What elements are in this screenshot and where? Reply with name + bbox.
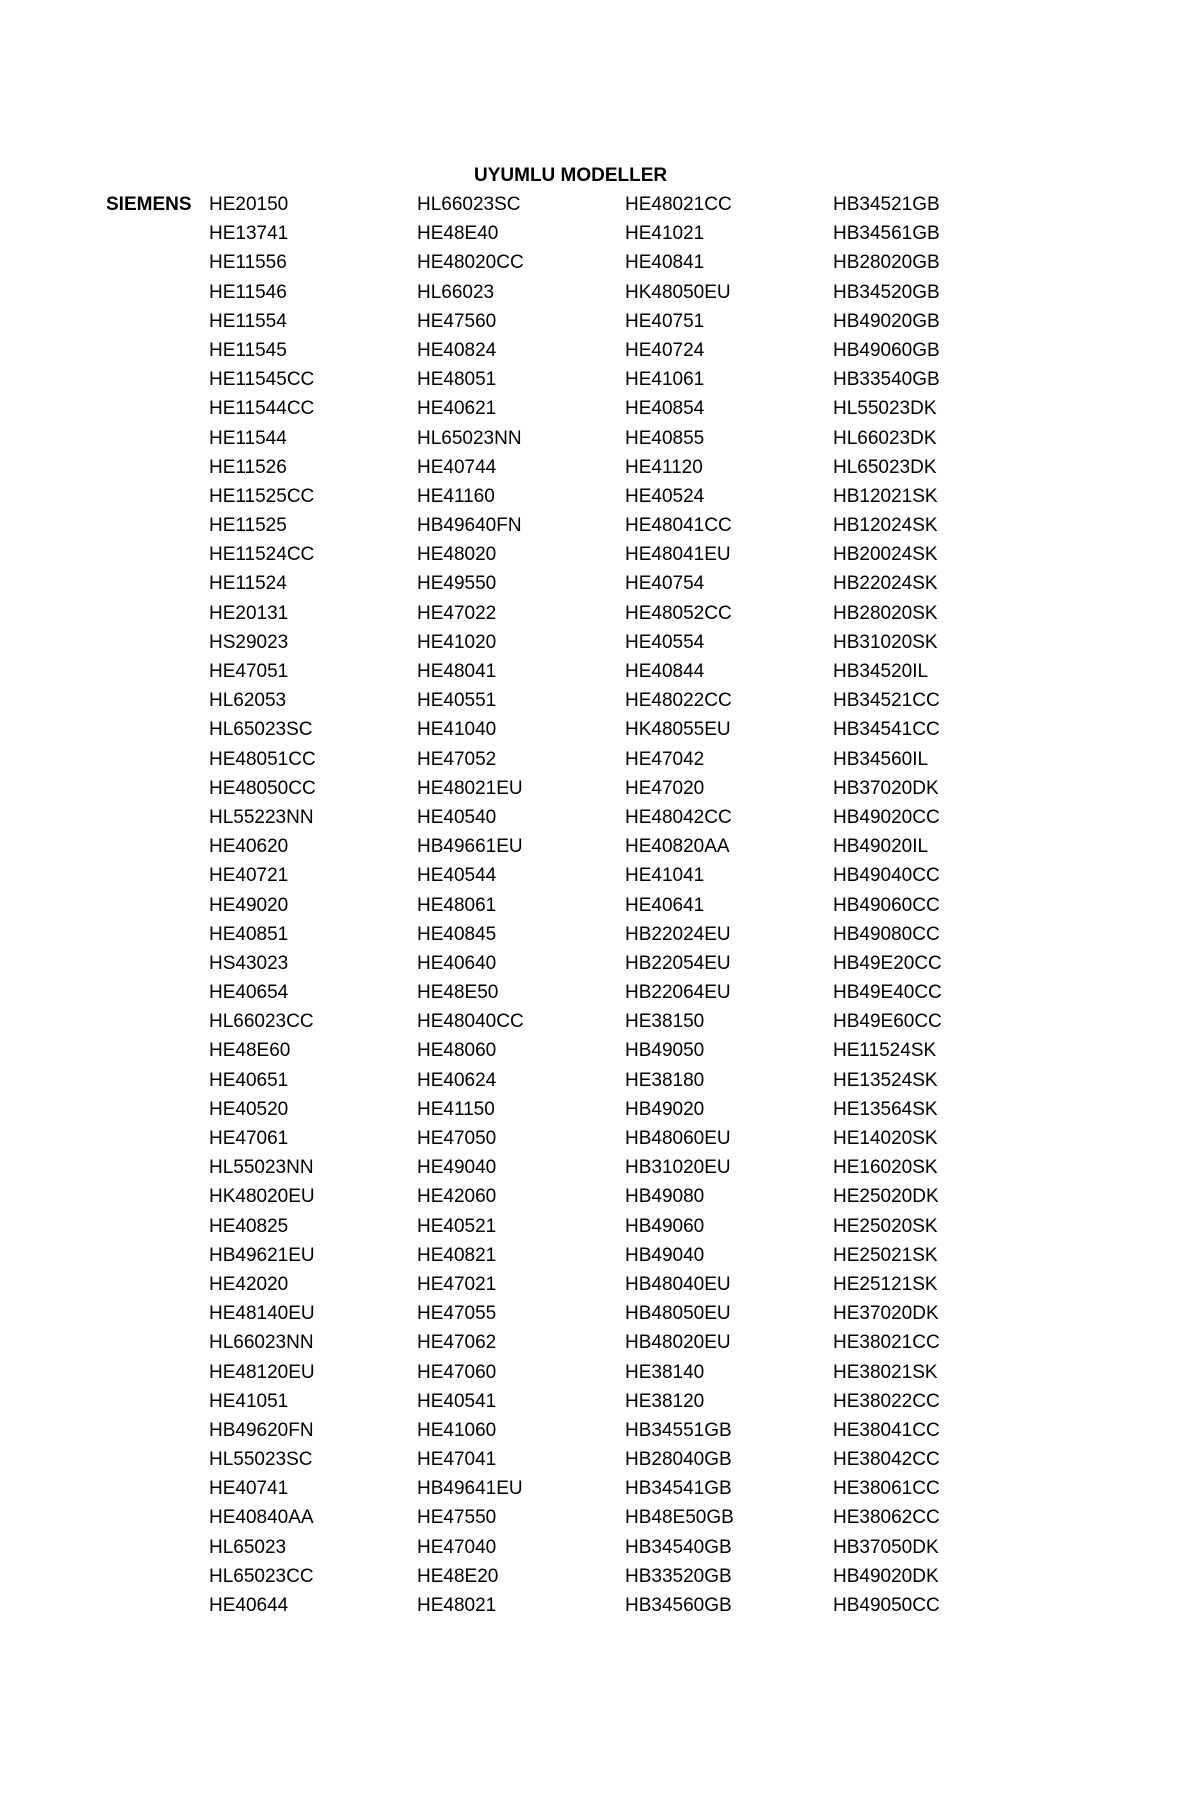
model-cell: HE40651 [209,1069,289,1091]
model-cell: HE48E40 [417,223,499,245]
model-cell: HE40845 [417,923,497,945]
model-cell: HB49620FN [209,1419,314,1441]
model-cell: HE48E20 [417,1565,499,1587]
model-cell: HB49060GB [833,339,940,361]
model-cell: HE48E50 [417,982,499,1004]
model-cell: HE42060 [417,1186,497,1208]
model-cell: HE40721 [209,865,289,887]
model-cell: HB37050DK [833,1536,939,1558]
model-cell: HB33520GB [625,1565,732,1587]
model-cell: HE11556 [209,252,287,274]
model-cell: HE40751 [625,310,705,332]
model-cell: HL66023NN [209,1332,314,1354]
model-cell: HE38180 [625,1069,705,1091]
model-cell: HE38062CC [833,1507,940,1529]
model-cell: HL55223NN [209,806,314,828]
model-cell: HB34520GB [833,281,940,303]
model-cell: HB12024SK [833,515,938,537]
model-cell: HB28040GB [625,1449,732,1471]
model-cell: HB33540GB [833,369,940,391]
model-cell: HE47041 [417,1449,497,1471]
model-cell: HE48051 [417,369,497,391]
model-cell: HE40620 [209,836,289,858]
model-cell: HE11524SK [833,1040,937,1062]
model-cell: HL66023SC [417,194,521,215]
model-cell: HB28020GB [833,252,940,274]
model-cell: HB37020DK [833,777,939,799]
model-cell: HE38021CC [833,1332,940,1354]
model-cell: HL66023DK [833,427,937,449]
model-cell: HE25121SK [833,1273,938,1295]
model-cell: HE40551 [417,690,497,712]
model-cell: HE11525CC [209,485,315,507]
model-cell: HE48041 [417,661,497,682]
model-cell: HB49020GB [833,310,940,332]
model-cell: HE48041CC [625,515,732,537]
model-cell: HE40644 [209,1595,289,1616]
model-cell: HE47055 [417,1303,497,1325]
model-cell: HE48042CC [625,806,732,828]
model-cell: HE40754 [625,573,705,595]
model-column-4 [833,193,1041,1623]
model-cell: HE13564SK [833,1098,938,1120]
model-table [209,193,1041,1623]
model-cell: HE48050CC [209,777,316,799]
model-cell: HL65023CC [209,1565,314,1587]
model-cell: HB34551GB [625,1419,732,1441]
model-cell: HB34521CC [833,690,940,712]
model-column-1 [209,193,417,1623]
model-cell: HL66023 [417,281,495,303]
model-cell: HB22064EU [625,982,731,1004]
model-cell: HK48050EU [625,281,731,303]
model-cell: HE40554 [625,631,705,653]
model-cell: HE47040 [417,1536,497,1558]
model-cell: HB49060CC [833,894,940,916]
model-cell: HE42020 [209,1273,289,1295]
model-cell: HK48055EU [625,719,731,741]
model-cell: HE41061 [625,369,705,391]
model-cell: HE40641 [625,894,705,916]
model-cell: HL65023NN [417,427,522,449]
model-cell: HL65023 [209,1536,287,1558]
model-cell: HE48052CC [625,602,732,624]
model-cell: HE48051CC [209,748,316,770]
model-cell: HL66023CC [209,1011,314,1033]
model-cell: HE41120 [625,456,703,478]
model-cell: HE49020 [209,894,289,916]
model-cell: HE11546 [209,281,287,303]
model-cell: HE47550 [417,1507,497,1529]
model-cell: HB34541GB [625,1478,732,1500]
model-cell: HB49020DK [833,1565,939,1587]
model-cell: HE25020SK [833,1215,938,1237]
model-cell: HE49550 [417,573,497,595]
model-cell: HE48022CC [625,690,732,712]
model-cell: HE11524CC [209,544,315,566]
model-cell: HE40744 [417,456,497,478]
model-cell: HE48041EU [625,544,731,566]
model-cell: HB49661EU [417,836,523,858]
model-cell: HE14020SK [833,1128,938,1149]
model-cell: HB34560GB [625,1595,732,1616]
model-cell: HE41021 [625,223,705,245]
model-cell: HE11545CC [209,369,315,391]
model-cell: HE25020DK [833,1186,939,1208]
model-cell: HS43023 [209,952,289,974]
model-cell: HE47052 [417,748,497,770]
model-cell: HE40654 [209,982,289,1004]
model-cell: HE13741 [209,223,289,245]
model-cell: HB34541CC [833,719,940,741]
model-cell: HL62053 [209,690,287,712]
model-cell: HE40521 [417,1215,497,1237]
model-cell: HB49020CC [833,806,940,828]
model-cell: HE40621 [417,398,497,420]
model-cell: HB49E20CC [833,952,942,974]
model-cell: HE40840AA [209,1507,314,1529]
model-cell: HS29023 [209,631,289,653]
model-cell: HB49641EU [417,1478,523,1500]
model-cell: HE47060 [417,1361,497,1383]
model-cell: HE40820AA [625,836,730,858]
model-cell: HL55023NN [209,1157,314,1179]
model-cell: HE20150 [209,194,289,215]
model-cell: HB34520IL [833,661,929,682]
model-cell: HE40824 [417,339,497,361]
model-cell: HE48020CC [417,252,524,274]
model-cell: HE25021SK [833,1244,938,1266]
model-cell: HB48060EU [625,1128,731,1149]
model-cell: HE48021 [417,1595,497,1616]
model-cell: HE47051 [209,661,289,682]
model-cell: HE41160 [417,485,495,507]
model-cell: HE38120 [625,1390,705,1412]
model-cell: HE40851 [209,923,289,945]
model-cell: HE40540 [417,806,497,828]
model-cell: HE48140EU [209,1303,315,1325]
model-cell: HE11544 [209,427,287,449]
model-cell: HB22024EU [625,923,731,945]
model-cell: HE41020 [417,631,497,653]
model-cell: HL65023SC [209,719,313,741]
model-column-2 [417,193,625,1623]
model-cell: HE40624 [417,1069,497,1091]
model-cell: HE48040CC [417,1011,524,1033]
model-cell: HE47560 [417,310,497,332]
model-cell: HB22054EU [625,952,731,974]
model-cell: HE38140 [625,1361,705,1383]
model-cell: HB31020SK [833,631,938,653]
model-cell: HE40640 [417,952,497,974]
model-cell: HE11525 [209,515,287,537]
model-cell: HE13524SK [833,1069,938,1091]
model-cell: HE48060 [417,1040,497,1062]
model-cell: HB12021SK [833,485,938,507]
model-cell: HE40724 [625,339,705,361]
model-cell: HE48061 [417,894,497,916]
model-cell: HB20024SK [833,544,938,566]
model-cell: HB48E50GB [625,1507,734,1529]
model-cell: HB34540GB [625,1536,732,1558]
model-cell: HE40821 [417,1244,497,1266]
model-column-3 [625,193,833,1623]
model-cell: HB49040CC [833,865,940,887]
model-cell: HB49020IL [833,836,929,858]
model-cell: HE40741 [209,1478,289,1500]
model-cell: HE48020 [417,544,497,566]
model-cell: HE40520 [209,1098,289,1120]
model-cell: HE40844 [625,661,705,682]
model-cell: HB34561GB [833,223,940,245]
model-cell: HB49E60CC [833,1011,942,1033]
model-cell: HB48040EU [625,1273,731,1295]
model-cell: HE48E60 [209,1040,291,1062]
model-cell: HE11544CC [209,398,315,420]
model-cell: HE40541 [417,1390,497,1412]
model-cell: HB28020SK [833,602,938,624]
model-cell: HB22024SK [833,573,938,595]
model-cell: HE47022 [417,602,497,624]
model-cell: HB49621EU [209,1244,315,1266]
model-cell: HE38150 [625,1011,705,1033]
model-cell: HE48021CC [625,194,732,215]
model-cell: HB49080CC [833,923,940,945]
model-cell: HE37020DK [833,1303,939,1325]
model-cell: HE49040 [417,1157,497,1179]
model-cell: HE41150 [417,1098,495,1120]
model-cell: HB49040 [625,1244,705,1266]
model-cell: HB31020EU [625,1157,731,1179]
model-cell: HE38021SK [833,1361,938,1383]
model-cell: HE11554 [209,310,287,332]
model-cell: HE16020SK [833,1157,938,1179]
model-cell: HE11545 [209,339,287,361]
model-cell: HB49E40CC [833,982,942,1004]
model-cell: HE47061 [209,1128,289,1149]
model-cell: HE41051 [209,1390,289,1412]
model-cell: HB49640FN [417,515,522,537]
model-cell: HB48020EU [625,1332,731,1354]
model-cell: HE47062 [417,1332,497,1354]
model-cell: HE38061CC [833,1478,940,1500]
model-cell: HE41041 [625,865,705,887]
model-cell: HE11526 [209,456,287,478]
model-cell: HE11524 [209,573,287,595]
model-cell: HL55023SC [209,1449,313,1471]
model-cell: HE41040 [417,719,497,741]
model-cell: HB49050CC [833,1595,940,1616]
model-cell: HK48020EU [209,1186,315,1208]
model-cell: HL65023DK [833,456,937,478]
page-title: UYUMLU MODELLER [474,165,668,186]
brand-label: SIEMENS [106,194,192,215]
model-cell: HB49060 [625,1215,705,1237]
model-cell: HE47042 [625,748,705,770]
model-cell: HE47021 [417,1273,497,1295]
model-cell: HE48120EU [209,1361,315,1383]
model-cell: HE38042CC [833,1449,940,1471]
model-cell: HB34521GB [833,194,940,215]
model-cell: HE38041CC [833,1419,940,1441]
model-cell: HE48021EU [417,777,523,799]
model-cell: HB49020 [625,1098,705,1120]
model-cell: HE47020 [625,777,705,799]
model-cell: HE41060 [417,1419,497,1441]
model-cell: HB34560IL [833,748,929,770]
model-cell: HB49050 [625,1040,705,1062]
model-cell: HB48050EU [625,1303,731,1325]
model-cell: HL55023DK [833,398,937,420]
model-cell: HE40854 [625,398,705,420]
model-cell: HE40841 [625,252,705,274]
model-cell: HE40825 [209,1215,289,1237]
model-cell: HE20131 [209,602,289,624]
model-cell: HE40544 [417,865,497,887]
model-cell: HB49080 [625,1186,705,1208]
model-cell: HE38022CC [833,1390,940,1412]
model-cell: HE40855 [625,427,705,449]
model-cell: HE40524 [625,485,705,507]
model-cell: HE47050 [417,1128,497,1149]
